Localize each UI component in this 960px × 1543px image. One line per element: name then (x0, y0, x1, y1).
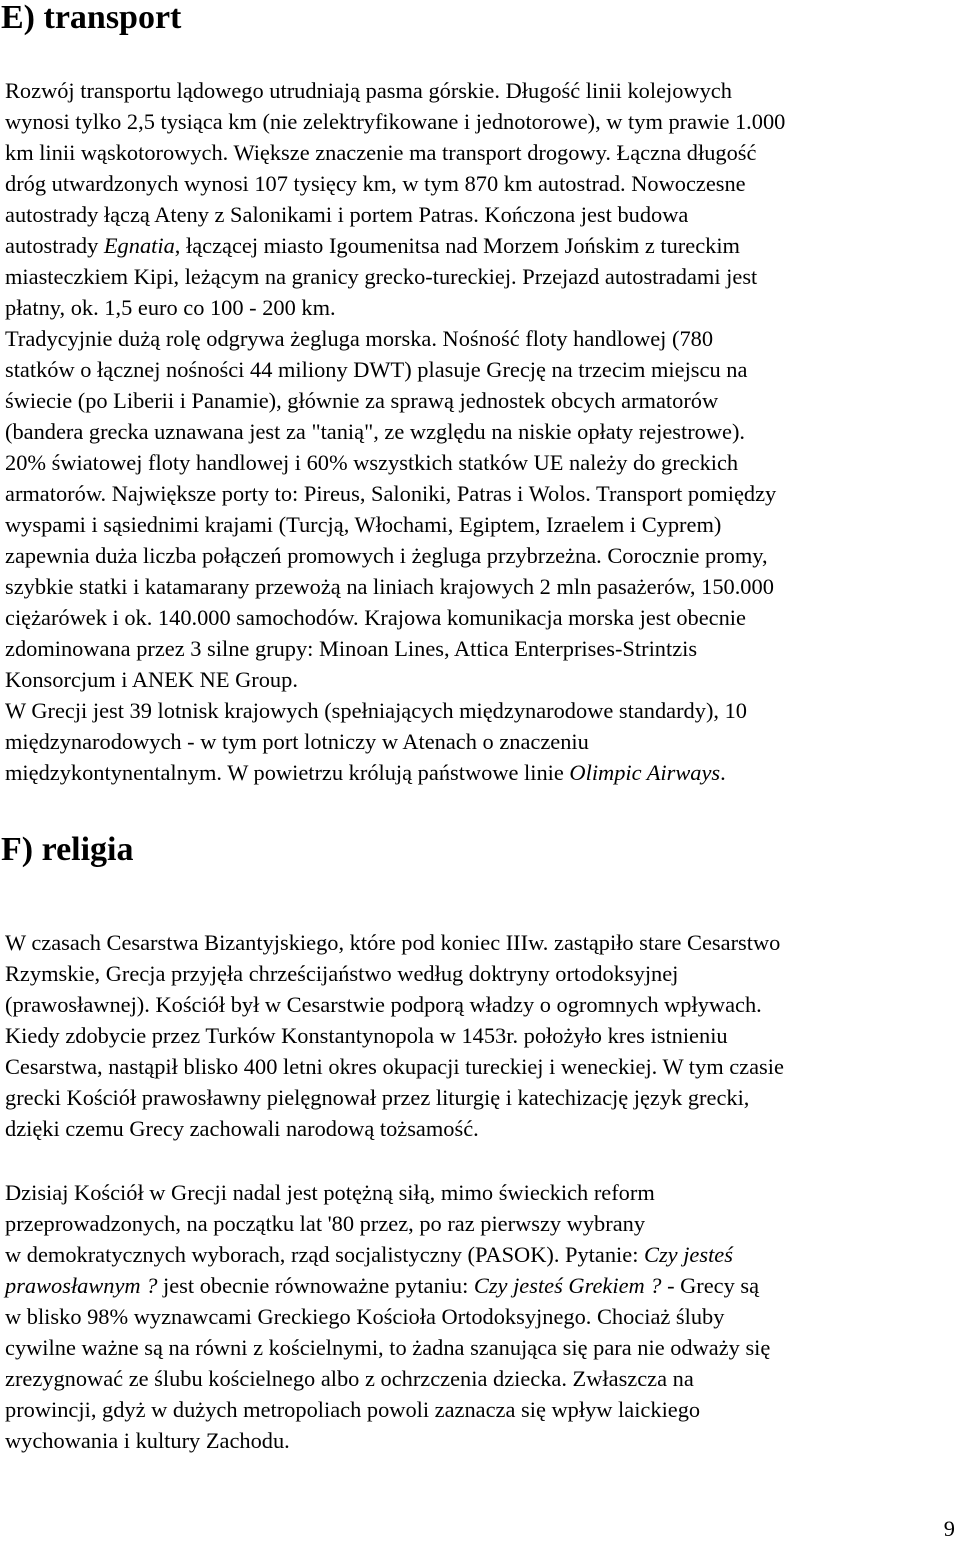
text-line: Dzisiaj Kościół w Grecji nadal jest potężną siłą, mimo świeckich reform (5, 1180, 655, 1205)
text-line: wychowania i kultury Zachodu. (5, 1428, 290, 1453)
text-line: (bandera grecka uznawana jest za "tanią", ze względu na niskie opłaty rejestrowe). (5, 419, 746, 444)
text-line: zdominowana przez 3 silne grupy: Minoan Lines, Attica Enterprises-Strintzis (5, 636, 698, 661)
text-line: Kiedy zdobycie przez Turków Konstantynopola w 1453r. położyło kres istnieniu (5, 1023, 728, 1048)
section-heading-transport: E) transport (1, 0, 182, 36)
text-line: w blisko 98% wyznawcami Greckiego Kościoła Ortodoksyjnego. Chociaż śluby (5, 1304, 725, 1329)
text-line: płatny, ok. 1,5 euro co 100 - 200 km. (5, 295, 336, 320)
section-heading-religia: F) religia (1, 831, 134, 868)
text-line: prawosławnym ? jest obecnie równoważne pytaniu: Czy jesteś Grekiem ? - Grecy są (5, 1273, 760, 1298)
italic-term: Egnatia (103, 233, 175, 258)
text-line: międzykontynentalnym. W powietrzu królują państwowe linie Olimpic Airways. (5, 760, 726, 785)
text-line: międzynarodowych - w tym port lotniczy w Atenach o znaczeniu (5, 729, 589, 754)
text-line: autostrady łączą Ateny z Salonikami i portem Patras. Kończona jest budowa (5, 202, 689, 227)
page-number: 9 (943, 1516, 955, 1541)
text-line: Rozwój transportu lądowego utrudniają pasma górskie. Długość linii kolejowych (5, 78, 732, 103)
text-line: wyspami i sąsiednimi krajami (Turcją, Włochami, Egiptem, Izraelem i Cyprem) (5, 512, 722, 537)
text-line: prowincji, gdyż w dużych metropoliach powoli zaznacza się wpływ laickiego (5, 1397, 701, 1422)
text-line: Rzymskie, Grecja przyjęła chrześcijaństwo według doktryny ortodoksyjnej (5, 961, 679, 986)
text-line: W Grecji jest 39 lotnisk krajowych (spełniających międzynarodowe standardy), 10 (5, 698, 747, 723)
text-line: świecie (po Liberii i Panamie), głównie za sprawą jednostek obcych armatorów (5, 388, 719, 413)
italic-question: Czy jesteś Grekiem ? (473, 1273, 662, 1298)
text-line: (prawosławnej). Kościół był w Cesarstwie podporą władzy o ogromnych wpływach. (5, 992, 762, 1017)
text-line: zrezygnować ze ślubu kościelnego albo z ochrzczenia dziecka. Zwłaszcza na (5, 1366, 694, 1391)
text-line: szybkie statki i katamarany przewożą na liniach krajowych 2 mln pasażerów, 150.000 (5, 574, 774, 599)
text-line: miasteczkiem Kipi, leżącym na granicy grecko-tureckiej. Przejazd autostradami jest (5, 264, 758, 289)
religia-paragraph-2 (5, 1177, 945, 1456)
text-line: 20% światowej floty handlowej i 60% wszystkich statków UE należy do greckich (5, 450, 739, 475)
text-line: armatorów. Największe porty to: Pireus, Saloniki, Patras i Wolos. Transport pomiędzy (5, 481, 777, 506)
transport-paragraph (5, 75, 945, 788)
religia-paragraph-1 (5, 927, 945, 1144)
text-line: autostrady Egnatia, łączącej miasto Igoumenitsa nad Morzem Jońskim z tureckim (5, 233, 740, 258)
text-line: ciężarówek i ok. 140.000 samochodów. Krajowa komunikacja morska jest obecnie (5, 605, 746, 630)
italic-question: prawosławnym ? (5, 1273, 158, 1298)
text-line: w demokratycznych wyborach, rząd socjalistyczny (PASOK). Pytanie: Czy jesteś (5, 1242, 733, 1267)
text-line: wynosi tylko 2,5 tysiąca km (nie zelektryfikowane i jednotorowe), w tym prawie 1.000 (5, 109, 786, 134)
text-line: Konsorcjum i ANEK NE Group. (5, 667, 298, 692)
text-line: W czasach Cesarstwa Bizantyjskiego, które pod koniec IIIw. zastąpiło stare Cesarstwo (5, 930, 781, 955)
text-line: dróg utwardzonych wynosi 107 tysięcy km, w tym 870 km autostrad. Nowoczesne (5, 171, 746, 196)
italic-term: Olimpic Airways (569, 760, 721, 785)
text-line: dzięki czemu Grecy zachowali narodową tożsamość. (5, 1116, 479, 1141)
italic-question: Czy jesteś (644, 1242, 733, 1267)
text-line: statków o łącznej nośności 44 miliony DWT) plasuje Grecję na trzecim miejscu na (5, 357, 748, 382)
text-line: Tradycyjnie dużą rolę odgrywa żegluga morska. Nośność floty handlowej (780 (5, 326, 714, 351)
text-line: km linii wąskotorowych. Większe znaczenie ma transport drogowy. Łączna długość (5, 140, 757, 165)
text-line: cywilne ważne są na równi z kościelnymi, to żadna szanująca się para nie odważy się (5, 1335, 771, 1360)
text-line: zapewnia duża liczba połączeń promowych i żegluga przybrzeżna. Corocznie promy, (5, 543, 768, 568)
text-line: przeprowadzonych, na początku lat '80 przez, po raz pierwszy wybrany (5, 1211, 646, 1236)
text-line: grecki Kościół prawosławny pielęgnował przez liturgię i katechizację język grecki, (5, 1085, 750, 1110)
text-line: Cesarstwa, nastąpił blisko 400 letni okres okupacji tureckiej i weneckiej. W tym czasie (5, 1054, 784, 1079)
